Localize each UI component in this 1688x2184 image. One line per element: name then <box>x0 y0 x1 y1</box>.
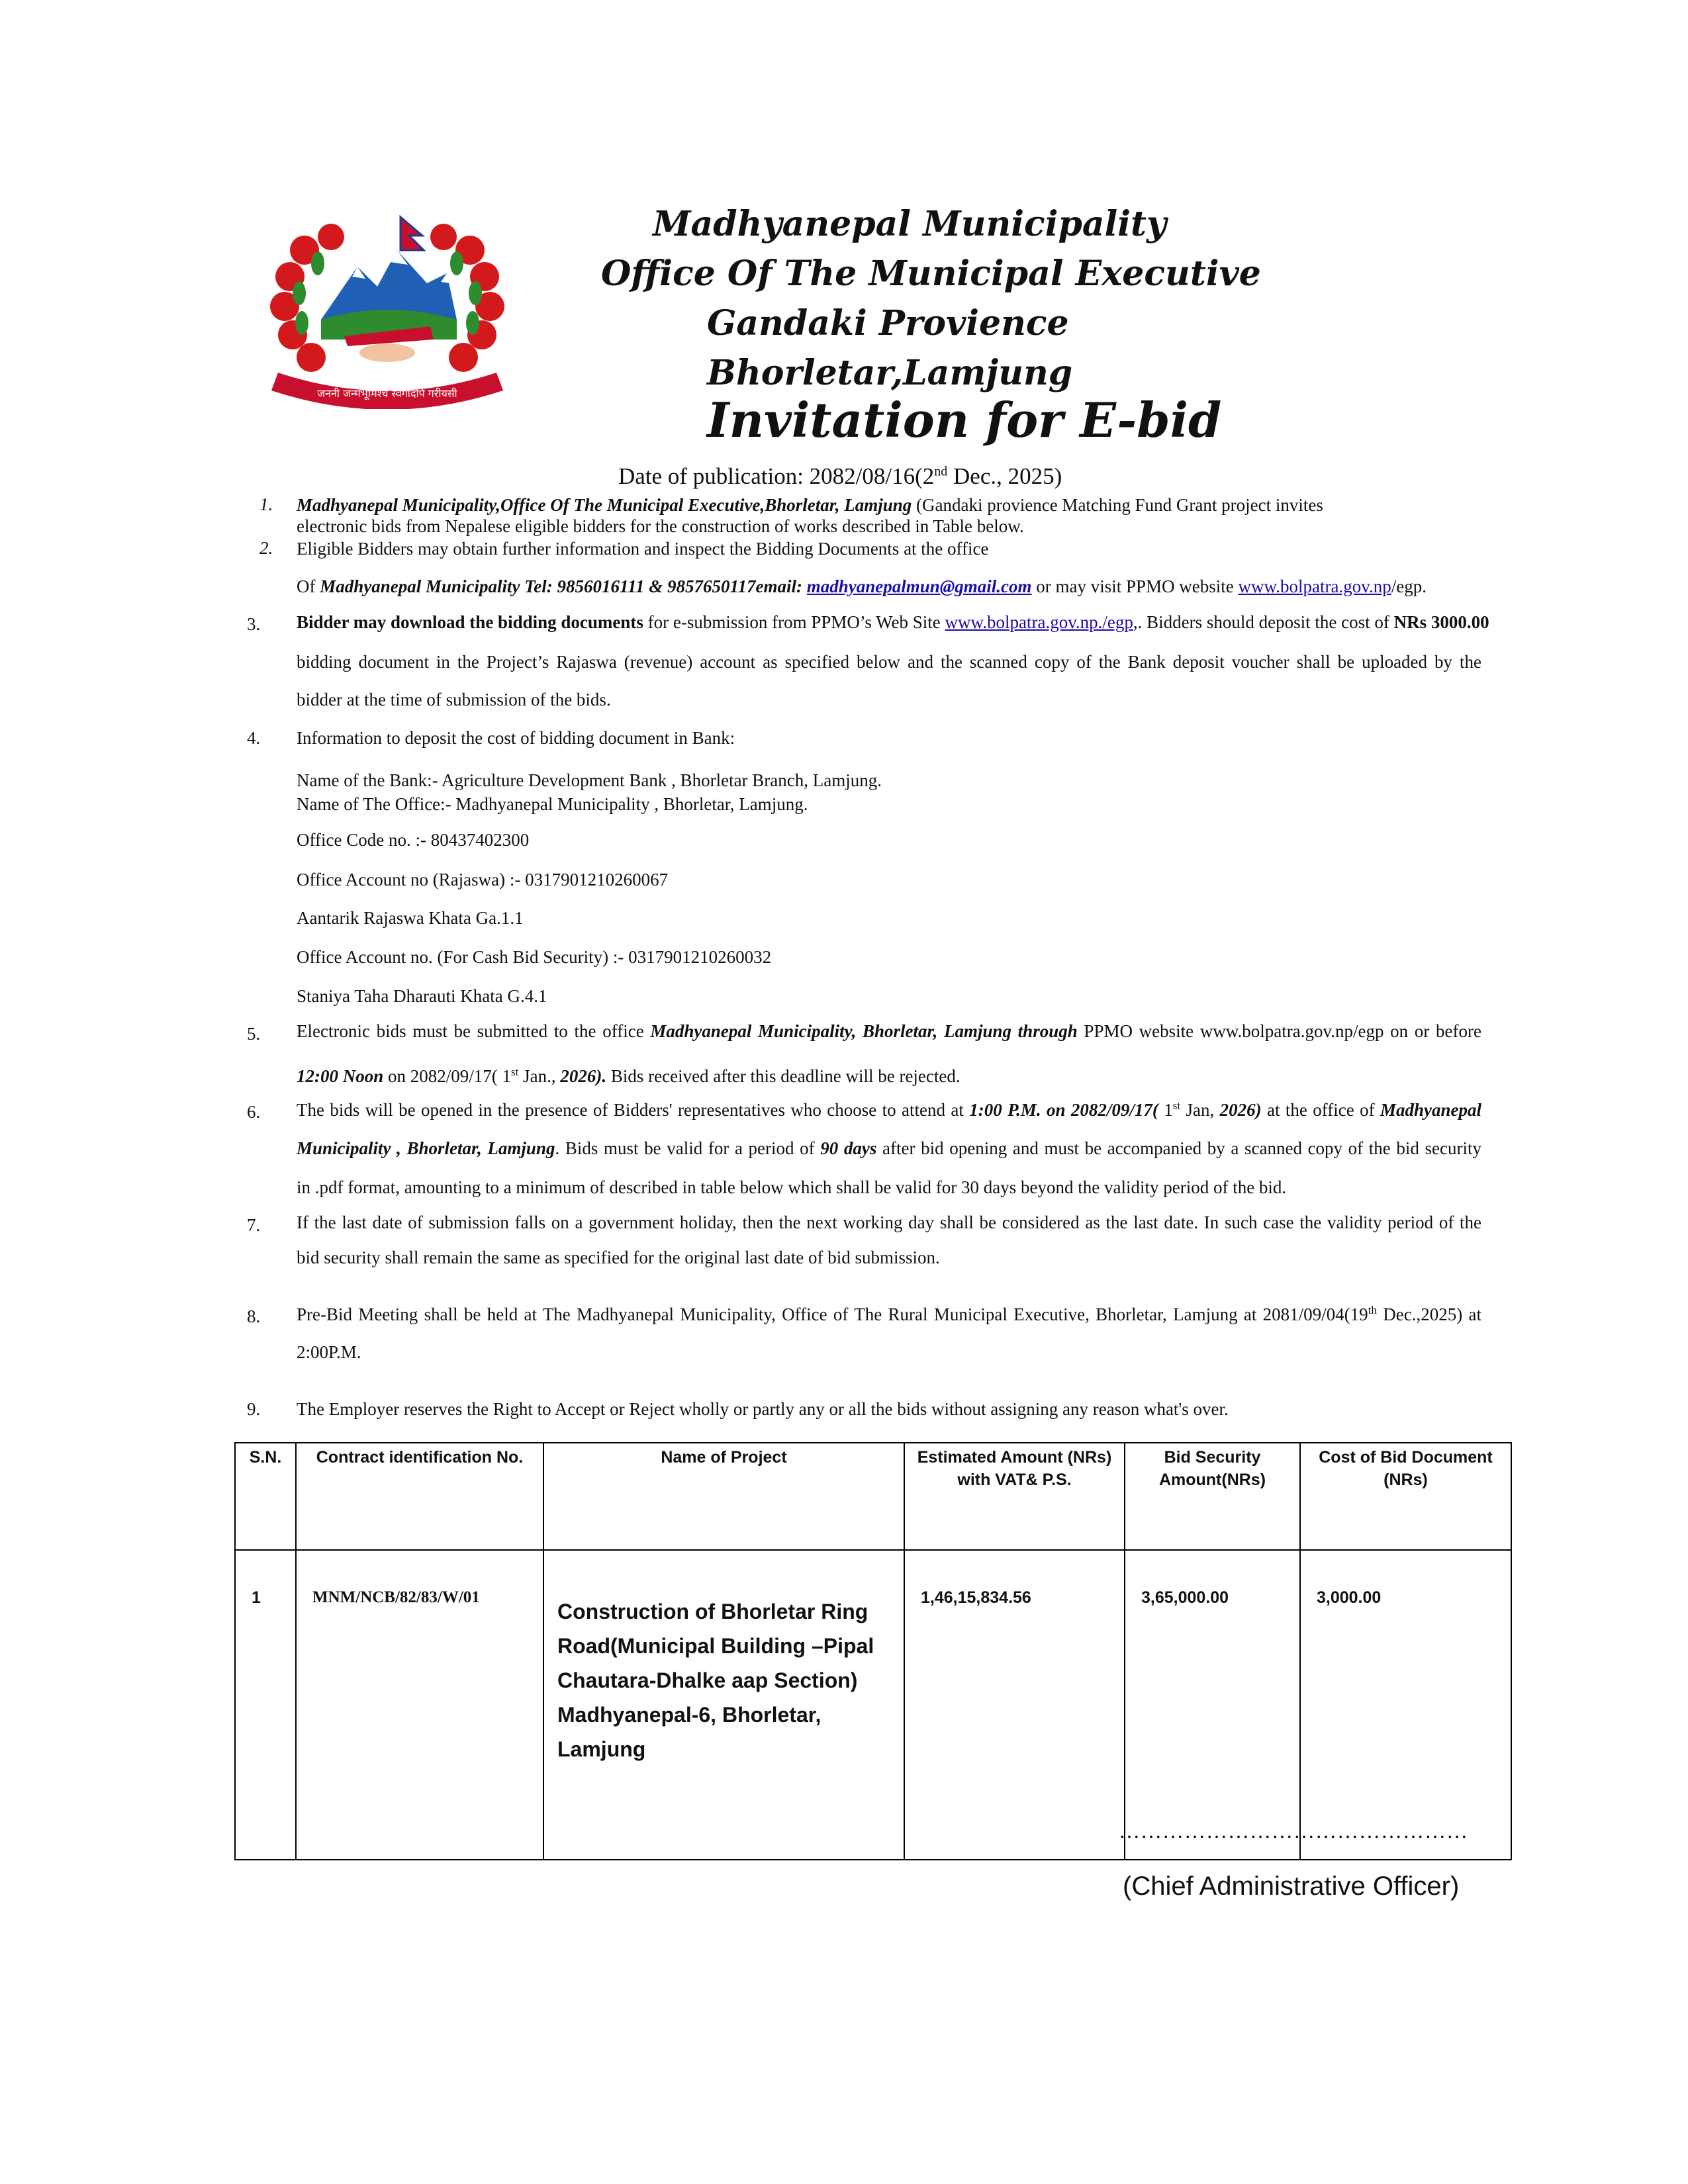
item-5-line-2: 12:00 Noon on 2082/09/17( 1st Jan., 2026). Bids received after this deadline will be rejected. <box>297 1066 961 1086</box>
item-2-line-2: Of Madhyanepal Municipality Tel: 9856016111 & 9857650117email: madhyanepalmun@gmail.com or may visit PPMO website www.bolpatra.gov.np/egp. <box>297 576 1427 596</box>
svg-text:जननी जन्मभूमिश्च स्वर्गादपि गर: जननी जन्मभूमिश्च स्वर्गादपि गरीयसी <box>317 387 457 400</box>
ppmo-website-link[interactable]: www.bolpatra.gov.np <box>1238 576 1391 596</box>
item-3-line-2: bidding document in the Project’s Rajaswa (revenue) account as specified below and the scanned copy of the Bank deposit voucher shall be uploaded by the <box>297 652 1481 672</box>
item-2-line-1: Eligible Bidders may obtain further information and inspect the Bidding Documents at the office <box>297 539 989 559</box>
cell-sn: 1 <box>235 1550 296 1860</box>
item-number-5: 5. <box>247 1024 261 1044</box>
province-name: Gandaki Provience <box>707 303 1069 343</box>
item-number-3: 3. <box>247 614 261 634</box>
item-3-line-3: bidder at the time of submission of the bids. <box>297 690 611 709</box>
item-6-line-2: Municipality , Bhorletar, Lamjung. Bids must be valid for a period of 90 days after bid opening and must be accompanied by a scanned copy of the bid security <box>297 1138 1481 1158</box>
cell-bid-security: 3,65,000.00 <box>1125 1550 1300 1860</box>
item-number-9: 9. <box>247 1399 261 1419</box>
nepal-emblem-icon <box>265 210 510 409</box>
office-info: Name of The Office:- Madhyanepal Municipality , Bhorletar, Lamjung. <box>297 794 808 814</box>
table-row <box>235 1550 1511 1860</box>
item-8-line-2: 2:00P.M. <box>297 1342 361 1362</box>
header-bid-doc-cost: Cost of Bid Document (NRs) <box>1300 1443 1511 1550</box>
item-9-line-1: The Employer reserves the Right to Accept or Reject wholly or partly any or all the bids without assigning any reason what's over. <box>297 1399 1229 1419</box>
item-7-line-2: bid security shall remain the same as specified for the original last date of bid submission. <box>297 1248 940 1267</box>
office-account-bid-security: Office Account no. (For Cash Bid Security) :- 0317901210260032 <box>297 947 772 967</box>
office-name: Office Of The Municipal Executive <box>601 253 1261 294</box>
publication-date: Date of publication: 2082/08/16(2nd Dec., 2025) <box>618 463 1062 489</box>
ppmo-egp-link[interactable]: www.bolpatra.gov.np./egp <box>945 612 1133 632</box>
header-estimated-amount: Estimated Amount (NRs) with VAT& P.S. <box>904 1443 1125 1550</box>
item-8-line-1: Pre-Bid Meeting shall be held at The Madhyanepal Municipality, Office of The Rural Municipal Executive, Bhorletar, Lamjung at 2081/09/04(19th Dec.,2025) at <box>297 1304 1481 1324</box>
cell-estimated-amount: 1,46,15,834.56 <box>904 1550 1125 1860</box>
rajaswa-khata: Aantarik Rajaswa Khata Ga.1.1 <box>297 908 524 928</box>
item-1-line-2: electronic bids from Nepalese eligible bidders for the construction of works described in Table below. <box>297 516 1024 536</box>
item-number-7: 7. <box>247 1215 261 1235</box>
cell-bid-doc-cost: 3,000.00 <box>1300 1550 1511 1860</box>
municipality-name: Madhyanepal Municipality <box>653 204 1167 244</box>
item-6-line-3: in .pdf format, amounting to a minimum of described in table below which shall be valid for 30 days beyond the validity period of the bid. <box>297 1177 1287 1197</box>
item-3-line-1: Bidder may download the bidding documents for e-submission from PPMO’s Web Site www.bolpatra.gov.np./egp,. Bidders should deposit the cost of NRs 3000.00 <box>297 612 1489 632</box>
signatory-title: (Chief Administrative Officer) <box>1123 1872 1460 1901</box>
office-code: Office Code no. :- 80437402300 <box>297 830 530 850</box>
header-bid-security: Bid Security Amount(NRs) <box>1125 1443 1300 1550</box>
item-7-line-1: If the last date of submission falls on a government holiday, then the next working day shall be considered as the last date. In such case the validity period of the <box>297 1212 1481 1232</box>
header-project-name: Name of Project <box>543 1443 904 1550</box>
email-link[interactable]: madhyanepalmun@gmail.com <box>806 576 1032 596</box>
item-number-6: 6. <box>247 1102 261 1122</box>
cell-contract-id: MNM/NCB/82/83/W/01 <box>296 1550 543 1860</box>
item-1-line-1: Madhyanepal Municipality,Office Of The Municipal Executive,Bhorletar, Lamjung (Gandaki provience Matching Fund Grant project invites <box>297 495 1323 515</box>
page-title: Invitation for E-bid <box>707 392 1222 448</box>
cell-project-name: Construction of Bhorletar Ring Road(Municipal Building –Pipal Chautara-Dhalke aap Section) Madhyanepal-6, Bhorletar, Lamjung <box>543 1550 904 1860</box>
item-number-2: 2. <box>259 538 273 558</box>
header-sn: S.N. <box>235 1443 296 1550</box>
table-header-row <box>235 1443 1511 1550</box>
item-number-8: 8. <box>247 1306 261 1326</box>
item-number-4: 4. <box>247 728 261 748</box>
bid-table <box>234 1442 1512 1860</box>
item-number-1: 1. <box>259 494 273 514</box>
item-5-line-1: Electronic bids must be submitted to the office Madhyanepal Municipality, Bhorletar, Lamjung through PPMO website www.bolpatra.gov.np/egp on or before <box>297 1021 1481 1041</box>
location-name: Bhorletar,Lamjung <box>707 353 1073 393</box>
bank-name: Name of the Bank:- Agriculture Development Bank , Bhorletar Branch, Lamjung. <box>297 770 882 790</box>
office-account-rajaswa: Office Account no (Rajaswa) :- 0317901210260067 <box>297 870 669 889</box>
item-6-line-1: The bids will be opened in the presence of Bidders' representatives who choose to attend at 1:00 P.M. on 2082/09/17( 1st Jan, 2026) at the office of Madhyanepal <box>297 1099 1482 1120</box>
signature-line: ………………………………………… <box>1119 1819 1468 1843</box>
dharauti-khata: Staniya Taha Dharauti Khata G.4.1 <box>297 986 547 1006</box>
header-contract-id: Contract identification No. <box>296 1443 543 1550</box>
item-4-line-1: Information to deposit the cost of bidding document in Bank: <box>297 728 735 748</box>
